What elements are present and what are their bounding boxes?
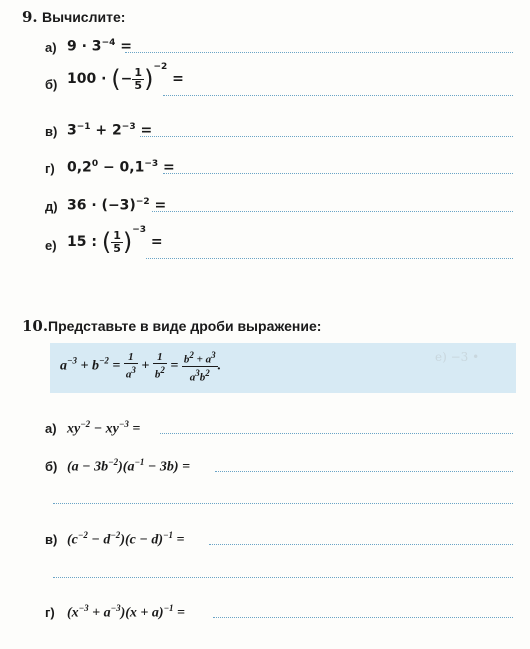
task9-item-a-expression: $9 \cdot 3^{-4}$ =: [67, 38, 132, 55]
bleed-through-text: e) −3 •: [435, 350, 480, 364]
task9-title: Вычислите:: [42, 9, 126, 25]
task9-number: 9.: [22, 8, 38, 26]
task10-item-a-expression: $xy^{-2} - xy^{-3}$ =: [67, 419, 141, 437]
task9-item-e-label: д): [45, 199, 58, 214]
task9-item-c-answer-line[interactable]: [140, 136, 513, 137]
task9-item-d-answer-line[interactable]: [163, 173, 513, 174]
task9-item-d-label: г): [45, 161, 55, 176]
task10-item-c-label: в): [45, 532, 58, 547]
task9-item-c-expression: $3^{-1} + 2^{-3}$ =: [67, 122, 153, 139]
task10-item-b-answer-line-2[interactable]: [53, 503, 513, 504]
task9-item-e-expression: $36 \cdot (-3)^{-2}$ =: [67, 197, 167, 214]
task9-item-f-label: е): [45, 238, 57, 253]
task10-item-a-answer-line[interactable]: [160, 433, 513, 434]
task9-item-d-expression: $0,2^0 - 0,1^{-3}$ =: [67, 159, 175, 176]
task9-item-c-label: в): [45, 124, 58, 139]
task10-item-c-expression: $(c^{-2} - d^{-2})(c - d)^{-1}$ =: [67, 530, 185, 548]
task9-item-b-expression: 100 · (− $\frac{1}{5}$ )$^{-2}$ =: [67, 62, 184, 93]
task10-item-c-answer-line[interactable]: [209, 544, 513, 545]
task9-item-a-label: а): [45, 40, 57, 55]
task10-item-b-answer-line[interactable]: [215, 471, 513, 472]
task9-item-f-expression: 15 : ( $\frac{1}{5}$ )$^{-3}$ =: [67, 225, 163, 256]
task10-hint-formula: $a^{-3} + b^{-2}$ = $\frac{1}{a^3}$ + $\frac{1}{b^2}$ = $\frac{b^2 + a^3}{a^3b^2}$ .: [60, 350, 222, 384]
task9-item-e-answer-line[interactable]: [152, 211, 513, 212]
task10-item-d-answer-line[interactable]: [213, 617, 513, 618]
task9-item-b-answer-line[interactable]: [163, 95, 513, 96]
task9-item-f-answer-line[interactable]: [146, 258, 513, 259]
task10-item-d-label: г): [45, 605, 55, 620]
task10-title: Представьте в виде дроби выражение:: [48, 318, 322, 334]
task9-item-b-label: б): [45, 77, 58, 92]
task10-item-d-expression: $(x^{-3} + a^{-3})(x + a)^{-1}$ =: [67, 603, 186, 621]
task10-item-c-answer-line-2[interactable]: [53, 577, 513, 578]
task10-item-b-expression: $(a - 3b^{-2})(a^{-1} - 3b)$ =: [67, 457, 191, 475]
task10-number: 10.: [22, 317, 49, 335]
task10-item-a-label: а): [45, 421, 57, 436]
task10-item-b-label: б): [45, 459, 58, 474]
task9-item-a-answer-line[interactable]: [125, 52, 513, 53]
